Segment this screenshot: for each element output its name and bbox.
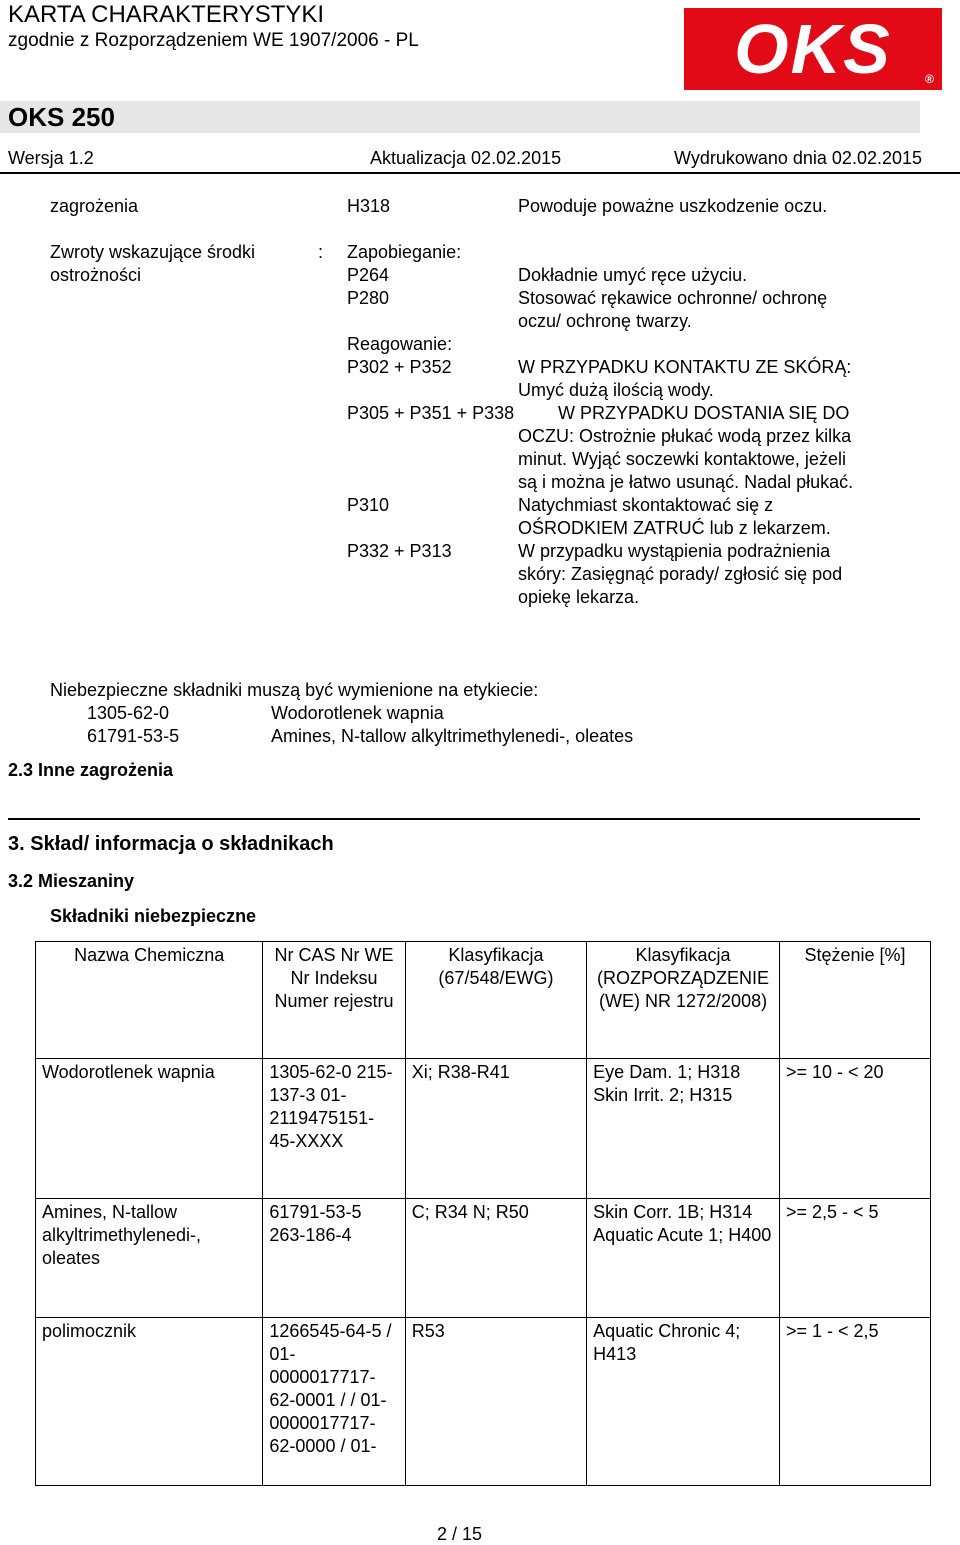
column-header-concentration: Stężenie [%]	[779, 942, 930, 1059]
table-row	[36, 1059, 931, 1199]
cell-ids: 1266545-64-5 / 01-0000017717-62-0001 / / 01-0000017717-62-0000 / 01-	[263, 1318, 405, 1486]
p280-text: Stosować rękawice ochronne/ ochronę	[518, 288, 828, 308]
p302-text-cont: Umyć dużą ilością wody.	[518, 380, 714, 400]
regulation-subtitle: zgodnie z Rozporządzeniem WE 1907/2006 - PL	[8, 30, 419, 51]
p310-text: Natychmiast skontaktować się z	[518, 495, 774, 515]
table-row	[36, 1318, 931, 1486]
ingredient-cas-2: 61791-53-5	[87, 726, 180, 746]
cell-dsd: C; R34 N; R50	[405, 1199, 586, 1318]
header-divider	[0, 172, 960, 174]
hazardous-components-heading: Składniki niebezpieczne	[50, 906, 257, 926]
cell-dsd: R53	[405, 1318, 586, 1486]
precautionary-label: Zwroty wskazujące środki	[50, 242, 256, 262]
p332-code: P332 + P313	[347, 541, 452, 561]
p332-text: W przypadku wystąpienia podrażnienia	[518, 541, 831, 561]
oks-logo	[684, 8, 942, 90]
hazard-label: zagrożenia	[50, 196, 139, 216]
label-ingredients-intro: Niebezpieczne składniki muszą być wymienione na etykiecie:	[50, 680, 539, 700]
section-3-2-heading: 3.2 Mieszaniny	[8, 871, 135, 891]
ingredient-name-2: Amines, N-tallow alkyltrimethylenedi-, oleates	[271, 726, 634, 746]
cell-concentration: >= 2,5 - < 5	[779, 1199, 930, 1318]
p332-text-cont2: opiekę lekarza.	[518, 587, 640, 607]
p302-code: P302 + P352	[347, 357, 452, 377]
p305-text: W PRZYPADKU DOSTANIA SIĘ DO	[558, 403, 850, 423]
p280-code: P280	[347, 288, 390, 308]
p305-text-cont2: minut. Wyjąć soczewki kontaktowe, jeżeli	[518, 449, 846, 469]
cell-clp: Eye Dam. 1; H318 Skin Irrit. 2; H315	[587, 1059, 780, 1199]
p310-text-cont: OŚRODKIEM ZATRUĆ lub z lekarzem.	[518, 518, 831, 538]
p332-text-cont1: skóry: Zasięgnąć porady/ zgłosić się pod	[518, 564, 843, 584]
prevention-heading: Zapobieganie:	[347, 242, 462, 262]
cell-name: Wodorotlenek wapnia	[36, 1059, 263, 1199]
composition-table	[35, 941, 931, 1486]
cell-clp: Aquatic Chronic 4; H413	[587, 1318, 780, 1486]
p305-text-cont3: są i można je łatwo usunąć. Nadal płukać.	[518, 472, 854, 492]
p302-text: W PRZYPADKU KONTAKTU ZE SKÓRĄ:	[518, 357, 852, 377]
registered-mark-icon: ®	[925, 72, 934, 86]
cell-dsd: Xi; R38-R41	[405, 1059, 586, 1199]
cell-concentration: >= 1 - < 2,5	[779, 1318, 930, 1486]
colon: :	[318, 242, 324, 262]
response-heading: Reagowanie:	[347, 334, 453, 354]
cell-clp: Skin Corr. 1B; H314 Aquatic Acute 1; H400	[587, 1199, 780, 1318]
version: Wersja 1.2	[8, 148, 94, 168]
cell-ids: 1305-62-0 215-137-3 01-2119475151-45-XXXX	[263, 1059, 405, 1199]
cell-name: polimocznik	[36, 1318, 263, 1486]
product-name: OKS 250	[8, 102, 115, 132]
print-date: Wydrukowano dnia 02.02.2015	[674, 148, 923, 168]
hazard-text: Powoduje poważne uszkodzenie oczu.	[518, 196, 828, 216]
p310-code: P310	[347, 495, 390, 515]
p305-text-cont1: OCZU: Ostrożnie płukać wodą przez kilka	[518, 426, 852, 446]
ingredient-name-1: Wodorotlenek wapnia	[271, 703, 444, 723]
column-header-dsd: Klasyfikacja (67/548/EWG)	[405, 942, 586, 1059]
cell-name: Amines, N-tallow alkyltrimethylenedi-, oleates	[36, 1199, 263, 1318]
p264-code: P264	[347, 265, 390, 285]
document-title: KARTA CHARAKTERYSTYKI	[8, 1, 325, 28]
column-header-clp: Klasyfikacja (ROZPORZĄDZENIE (WE) NR 1272/2008)	[587, 942, 780, 1059]
update-date: Aktualizacja 02.02.2015	[370, 148, 562, 168]
p264-text: Dokładnie umyć ręce użyciu.	[518, 265, 748, 285]
column-header-name: Nazwa Chemiczna	[36, 942, 263, 1059]
precautionary-label-cont: ostrożności	[50, 265, 142, 285]
product-bar	[0, 101, 920, 133]
section-3-heading: 3. Skład/ informacja o składnikach	[8, 833, 334, 855]
column-header-ids: Nr CAS Nr WE Nr Indeksu Numer rejestru	[263, 942, 405, 1059]
ingredient-cas-1: 1305-62-0	[87, 703, 170, 723]
p280-text-cont: oczu/ ochronę twarzy.	[518, 311, 692, 331]
cell-ids: 61791-53-5 263-186-4	[263, 1199, 405, 1318]
section-2-3-heading: 2.3 Inne zagrożenia	[8, 760, 174, 780]
page-number: 2 / 15	[437, 1524, 483, 1544]
logo-text: OKS	[734, 10, 892, 88]
cell-concentration: >= 10 - < 20	[779, 1059, 930, 1199]
table-row	[36, 1199, 931, 1318]
p305-code: P305 + P351 + P338	[347, 403, 515, 423]
table-header-row	[36, 942, 931, 1059]
hazard-code: H318	[347, 196, 391, 216]
section-divider	[8, 818, 920, 820]
